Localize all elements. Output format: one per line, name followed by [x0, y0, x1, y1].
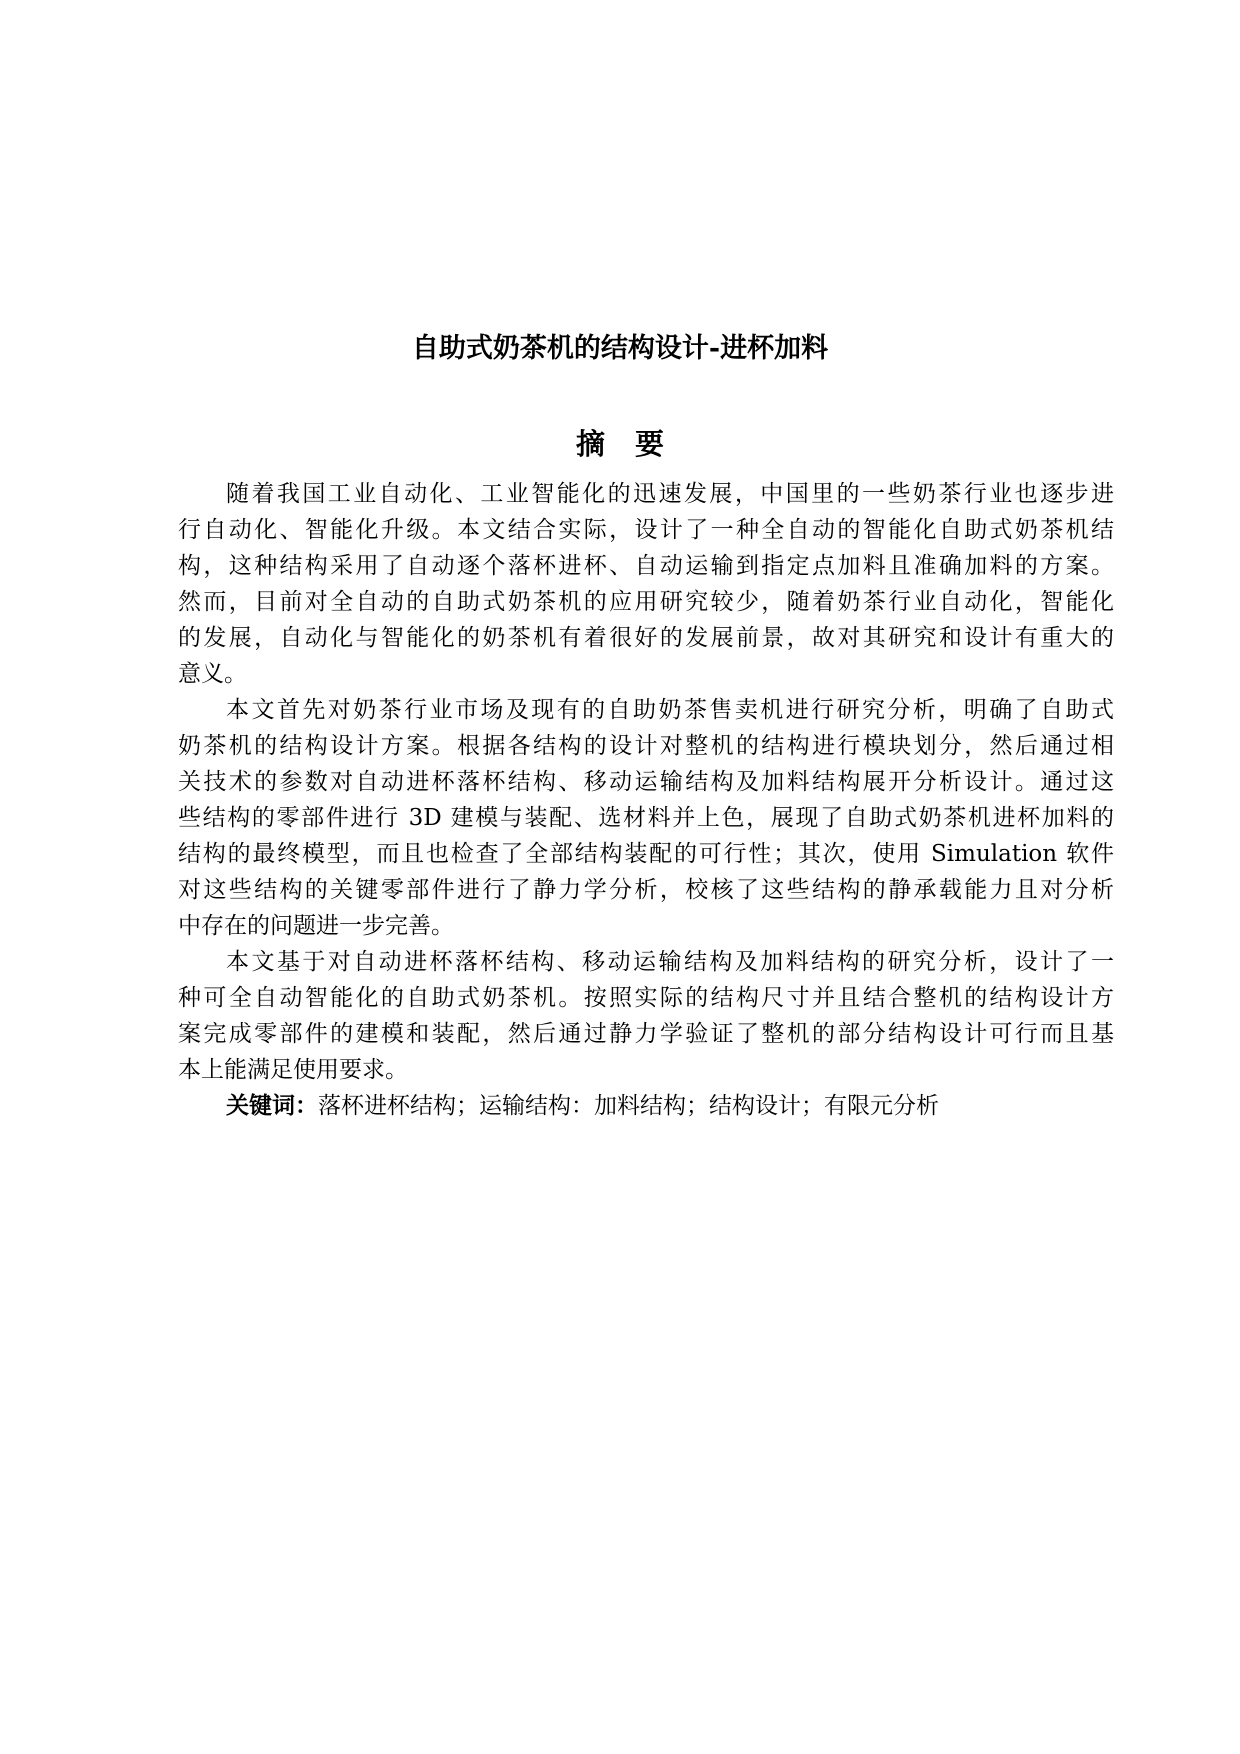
paragraph-line: 案完成零部件的建模和装配，然后通过静力学验证了整机的部分结构设计可行而且基 [178, 1021, 1114, 1047]
abstract-heading: 摘要 [575, 427, 694, 461]
paragraph-line: 关技术的参数对自动进杯落杯结构、移动运输结构及加料结构展开分析设计。通过这 [178, 769, 1114, 795]
paragraph-line: 奶茶机的结构设计方案。根据各结构的设计对整机的结构进行模块划分，然后通过相 [178, 733, 1114, 759]
paragraph-line: 本文首先对奶茶行业市场及现有的自助奶茶售卖机进行研究分析，明确了自助式 [226, 697, 1114, 723]
document-title: 自助式奶茶机的结构设计-进杯加料 [411, 333, 829, 364]
paragraph-line: 意义。 [178, 661, 247, 687]
abstract-paragraph [178, 944, 1114, 1088]
abstract-paragraph [178, 692, 1114, 944]
abstract-body [178, 476, 1114, 1124]
paragraph-line: 些结构的零部件进行 3D 建模与装配、选材料并上色，展现了自助式奶茶机进杯加料的 [178, 805, 1114, 831]
abstract-paragraph [178, 476, 1114, 692]
keywords [178, 1088, 1114, 1124]
keywords-text: 落杯进杯结构；运输结构：加料结构；结构设计；有限元分析 [318, 1093, 939, 1119]
paragraph-line: 行自动化、智能化升级。本文结合实际，设计了一种全自动的智能化自助式奶茶机结 [178, 517, 1114, 543]
paragraph-line: 构，这种结构采用了自动逐个落杯进杯、自动运输到指定点加料且准确加料的方案。 [178, 553, 1114, 579]
paragraph-line: 然而，目前对全自动的自助式奶茶机的应用研究较少，随着奶茶行业自动化，智能化 [178, 589, 1114, 615]
keywords-label: 关键词： [226, 1092, 318, 1119]
paragraph-line: 随着我国工业自动化、工业智能化的迅速发展，中国里的一些奶茶行业也逐步进 [226, 481, 1114, 507]
paragraph-line: 本上能满足使用要求。 [178, 1057, 408, 1083]
paragraph-line: 本文基于对自动进杯落杯结构、移动运输结构及加料结构的研究分析，设计了一 [226, 949, 1114, 975]
paragraph-line: 的发展，自动化与智能化的奶茶机有着很好的发展前景，故对其研究和设计有重大的 [178, 625, 1114, 651]
paragraph-line: 中存在的问题进一步完善。 [178, 913, 454, 939]
paragraph-line: 结构的最终模型，而且也检查了全部结构装配的可行性；其次，使用 Simulation 软件 [178, 841, 1114, 867]
paragraph-line: 对这些结构的关键零部件进行了静力学分析，校核了这些结构的静承载能力且对分析 [178, 877, 1114, 903]
paragraph-line: 种可全自动智能化的自助式奶茶机。按照实际的结构尺寸并且结合整机的结构设计方 [178, 985, 1114, 1011]
